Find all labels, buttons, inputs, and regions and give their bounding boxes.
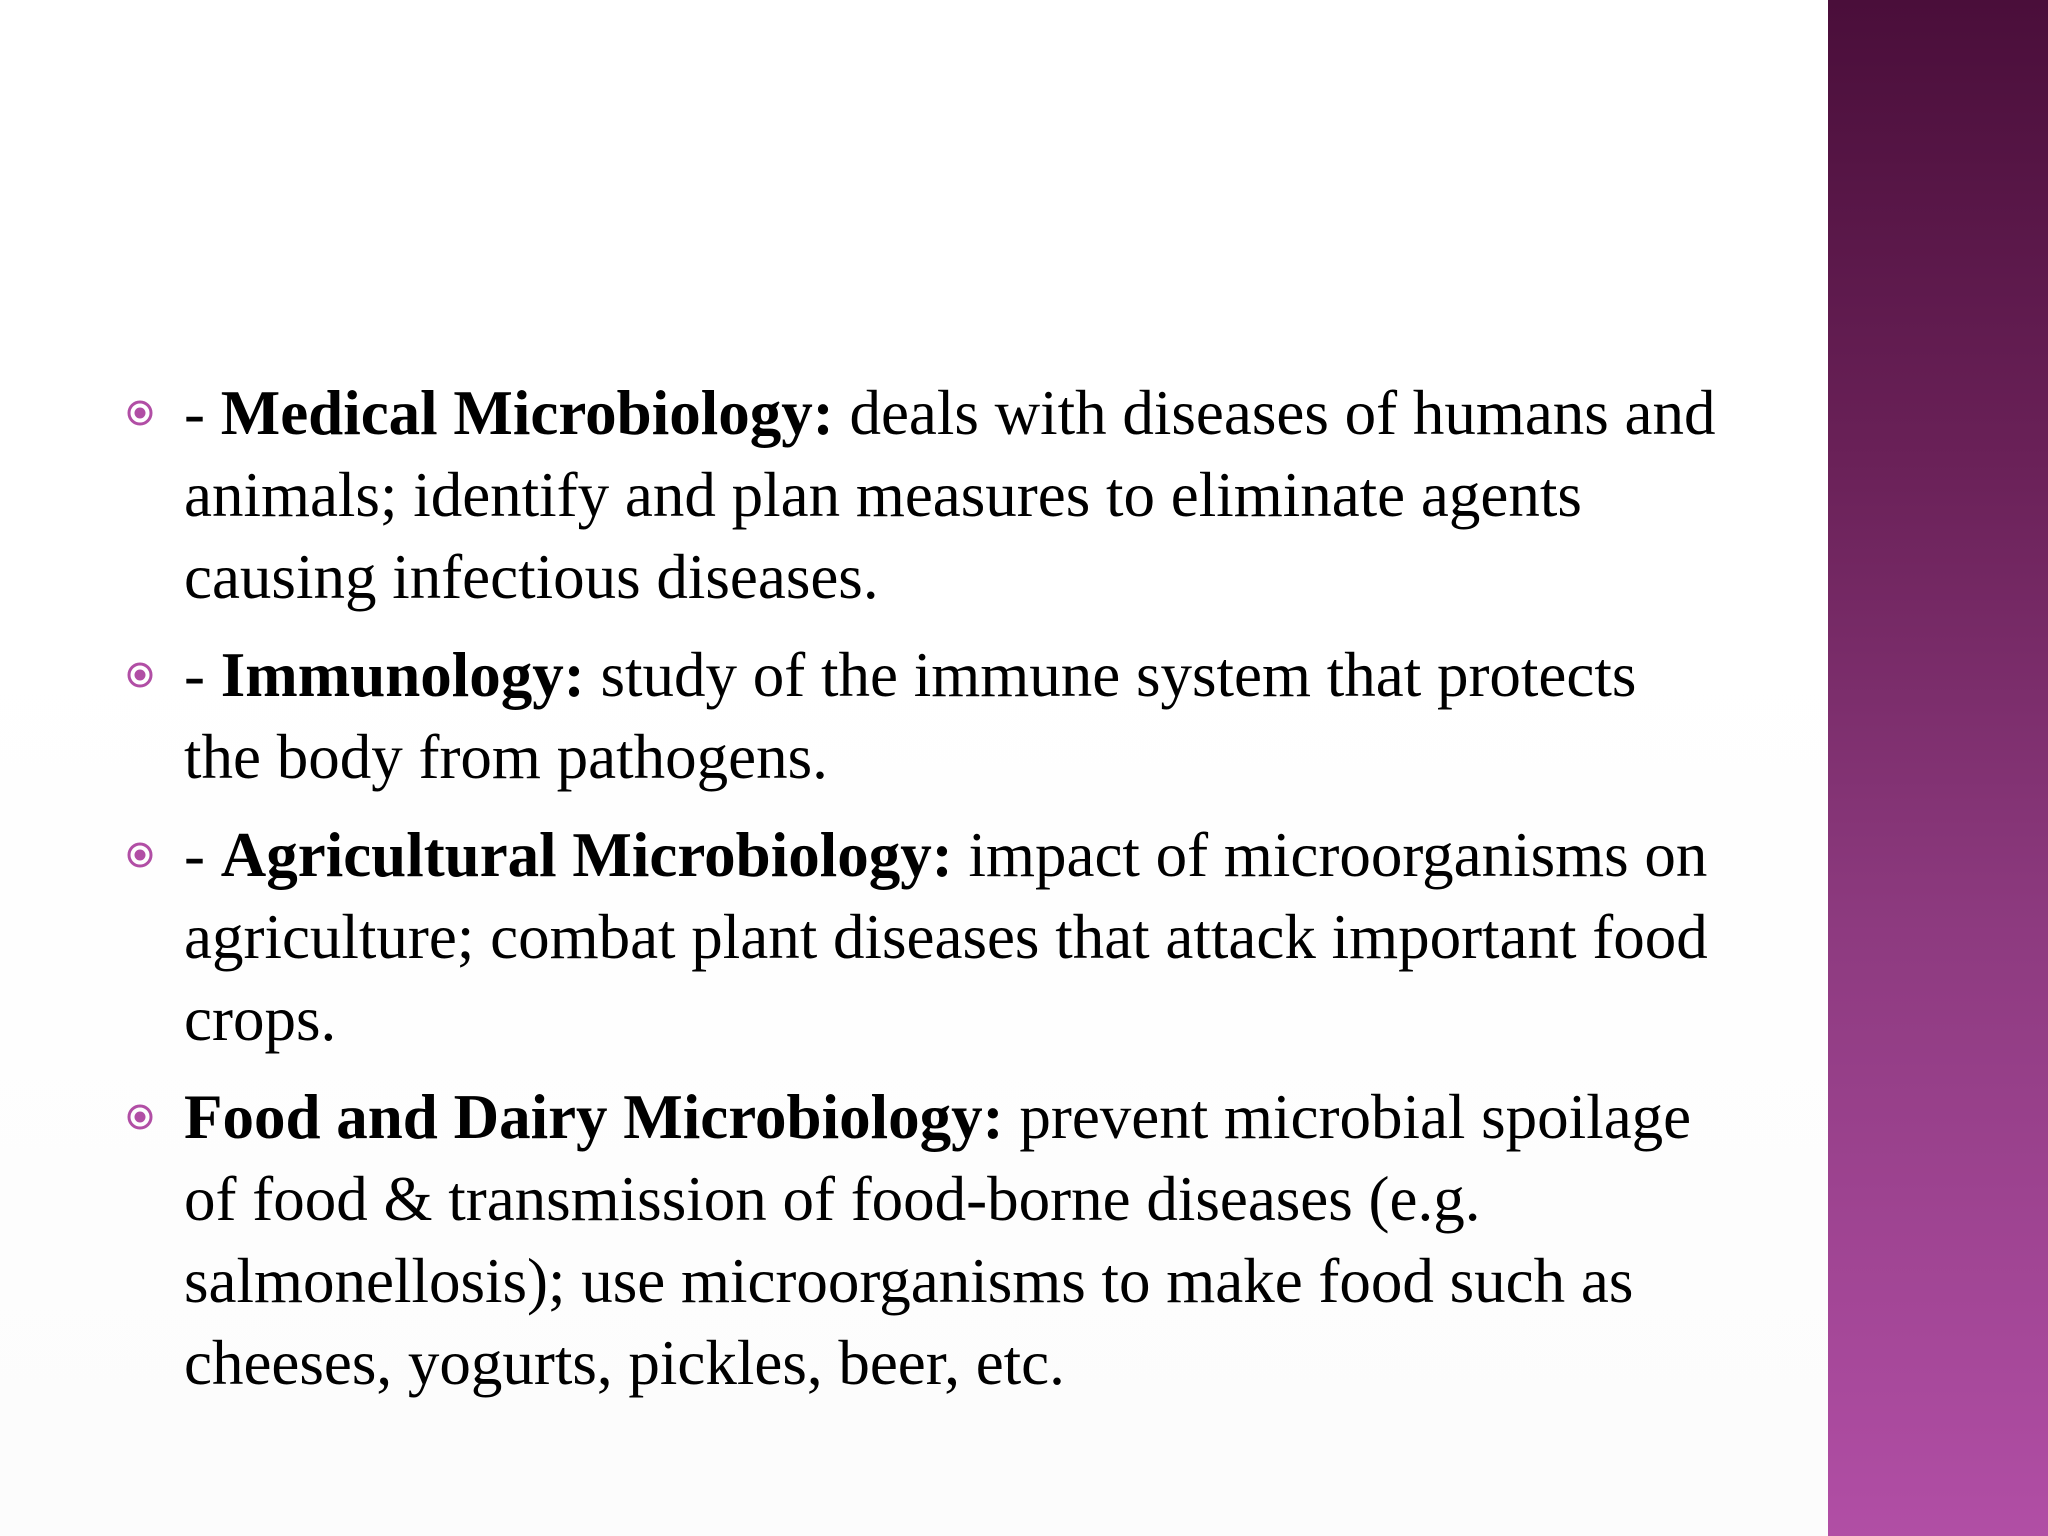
bullet-prefix: - <box>184 378 221 448</box>
decorative-side-band <box>1828 0 2048 1536</box>
bullet-prefix: - <box>184 640 221 710</box>
bullet-term: Food and Dairy Microbiology: <box>184 1082 1004 1152</box>
circle-dot-icon <box>126 1103 154 1131</box>
bullet-medical-microbiology <box>120 372 1720 618</box>
bullet-term: Immunology: <box>220 640 585 710</box>
bullet-list <box>120 372 1720 1420</box>
bullet-text: study of the immune system that protects the body from pathogens. <box>184 640 1637 792</box>
bullet-food-dairy-microbiology <box>120 1076 1720 1404</box>
bullet-agricultural-microbiology <box>120 814 1720 1060</box>
bullet-text: deals with diseases of humans and animals; identify and plan measures to eliminate agents causing infectious diseases. <box>184 378 1716 612</box>
bullet-text: prevent microbial spoilage of food & transmission of food-borne diseases (e.g. salmonellosis); use microorganisms to make food such as cheeses, yogurts, pickles, beer, etc. <box>184 1082 1692 1398</box>
bullet-prefix: - <box>184 820 221 890</box>
bullet-text: impact of microorganisms on agriculture; combat plant diseases that attack important food crops. <box>184 820 1708 1054</box>
circle-dot-icon <box>126 399 154 427</box>
bullet-term: Agricultural Microbiology: <box>220 820 953 890</box>
circle-dot-icon <box>126 841 154 869</box>
bullet-immunology <box>120 634 1720 798</box>
bullet-term: Medical Microbiology: <box>220 378 834 448</box>
circle-dot-icon <box>126 661 154 689</box>
